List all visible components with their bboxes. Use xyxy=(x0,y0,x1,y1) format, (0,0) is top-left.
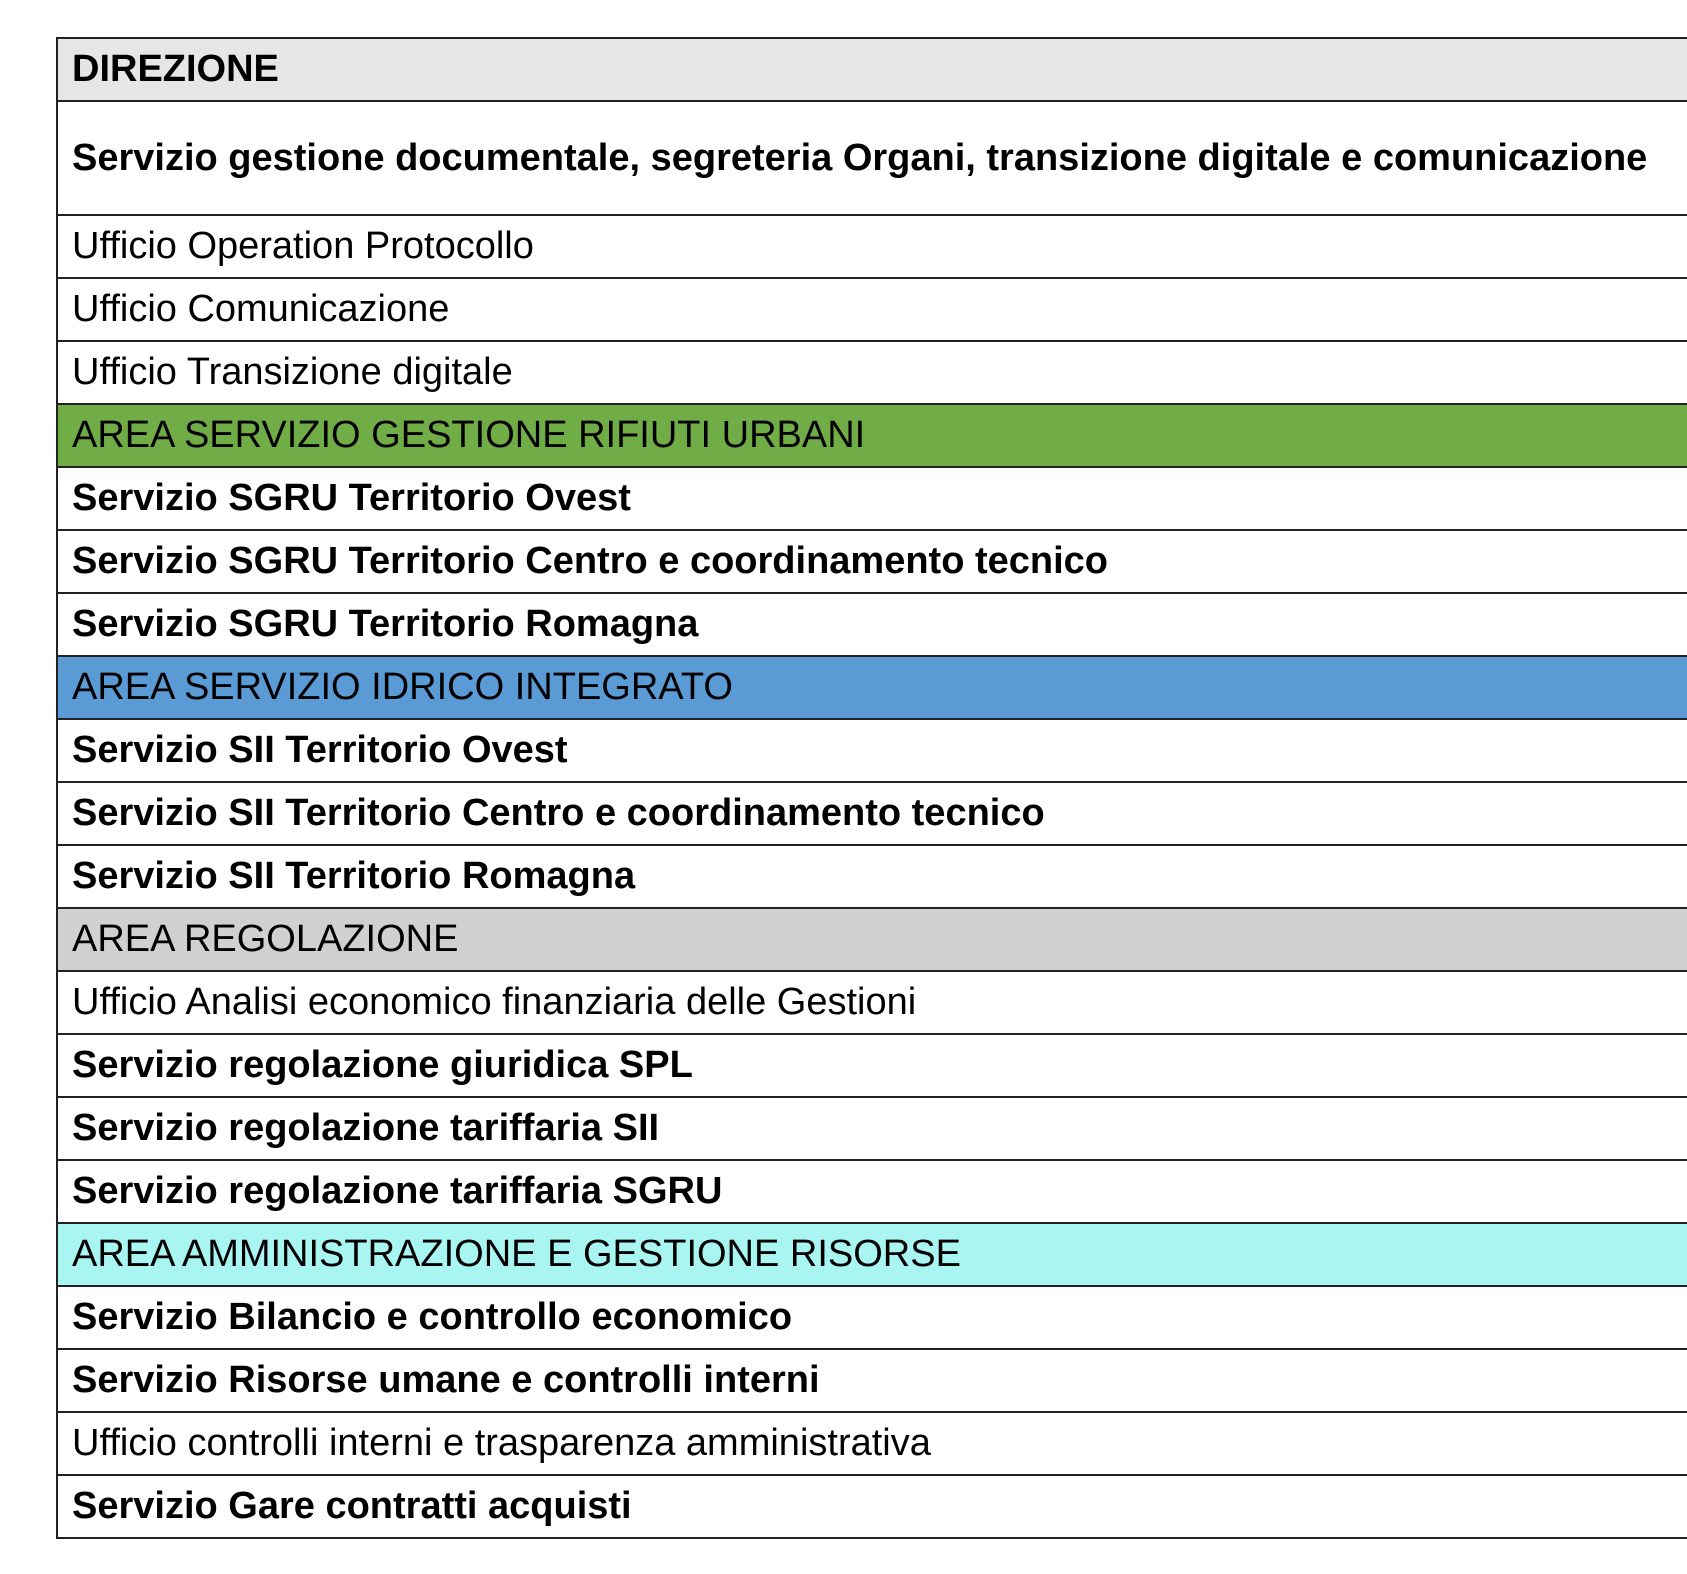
section-cell: Ufficio controlli interni e trasparenza amministrativa xyxy=(57,1412,1687,1475)
service-cell: Servizio regolazione tariffaria SII xyxy=(57,1097,1687,1160)
service-cell: Servizio regolazione tariffaria SGRU xyxy=(57,1160,1687,1223)
table-row xyxy=(57,341,1687,404)
table-row xyxy=(57,656,1687,719)
organization-table xyxy=(56,37,1687,1539)
service-cell: Servizio SII Territorio Ovest xyxy=(57,719,1687,782)
service-cell: Servizio SII Territorio Centro e coordinamento tecnico xyxy=(57,782,1687,845)
section-cell: Ufficio Transizione digitale xyxy=(57,341,1687,404)
table-row xyxy=(57,719,1687,782)
table-row xyxy=(57,404,1687,467)
service-cell: Servizio SGRU Territorio Romagna xyxy=(57,593,1687,656)
table-row xyxy=(57,1097,1687,1160)
table-row xyxy=(57,101,1687,215)
service-cell: Servizio SII Territorio Romagna xyxy=(57,845,1687,908)
table-row xyxy=(57,782,1687,845)
table-row xyxy=(57,467,1687,530)
table-row xyxy=(57,1034,1687,1097)
table-row xyxy=(57,38,1687,101)
section-cell: AREA SERVIZIO IDRICO INTEGRATO xyxy=(57,656,1687,719)
section-cell: AREA SERVIZIO GESTIONE RIFIUTI URBANI xyxy=(57,404,1687,467)
section-cell: AREA REGOLAZIONE xyxy=(57,908,1687,971)
service-cell: Servizio Gare contratti acquisti xyxy=(57,1475,1687,1538)
service-cell: Servizio Bilancio e controllo economico xyxy=(57,1286,1687,1349)
table-row xyxy=(57,1223,1687,1286)
table-row xyxy=(57,215,1687,278)
service-cell: Servizio gestione documentale, segreteria Organi, transizione digitale e comunicazione xyxy=(57,101,1687,215)
service-cell: DIREZIONE xyxy=(57,38,1687,101)
table-row xyxy=(57,278,1687,341)
section-cell: AREA AMMINISTRAZIONE E GESTIONE RISORSE xyxy=(57,1223,1687,1286)
section-cell: Ufficio Comunicazione xyxy=(57,278,1687,341)
service-cell: Servizio SGRU Territorio Ovest xyxy=(57,467,1687,530)
service-cell: Servizio Risorse umane e controlli interni xyxy=(57,1349,1687,1412)
table-row xyxy=(57,1349,1687,1412)
table-row xyxy=(57,1160,1687,1223)
table-row xyxy=(57,845,1687,908)
service-cell: Servizio SGRU Territorio Centro e coordinamento tecnico xyxy=(57,530,1687,593)
table-row xyxy=(57,1286,1687,1349)
section-cell: Ufficio Operation Protocollo xyxy=(57,215,1687,278)
organization-table-body xyxy=(57,38,1687,1538)
table-row xyxy=(57,593,1687,656)
table-row xyxy=(57,530,1687,593)
table-row xyxy=(57,1412,1687,1475)
service-cell: Servizio regolazione giuridica SPL xyxy=(57,1034,1687,1097)
table-row xyxy=(57,908,1687,971)
table-row xyxy=(57,1475,1687,1538)
section-cell: Ufficio Analisi economico finanziaria delle Gestioni xyxy=(57,971,1687,1034)
table-row xyxy=(57,971,1687,1034)
